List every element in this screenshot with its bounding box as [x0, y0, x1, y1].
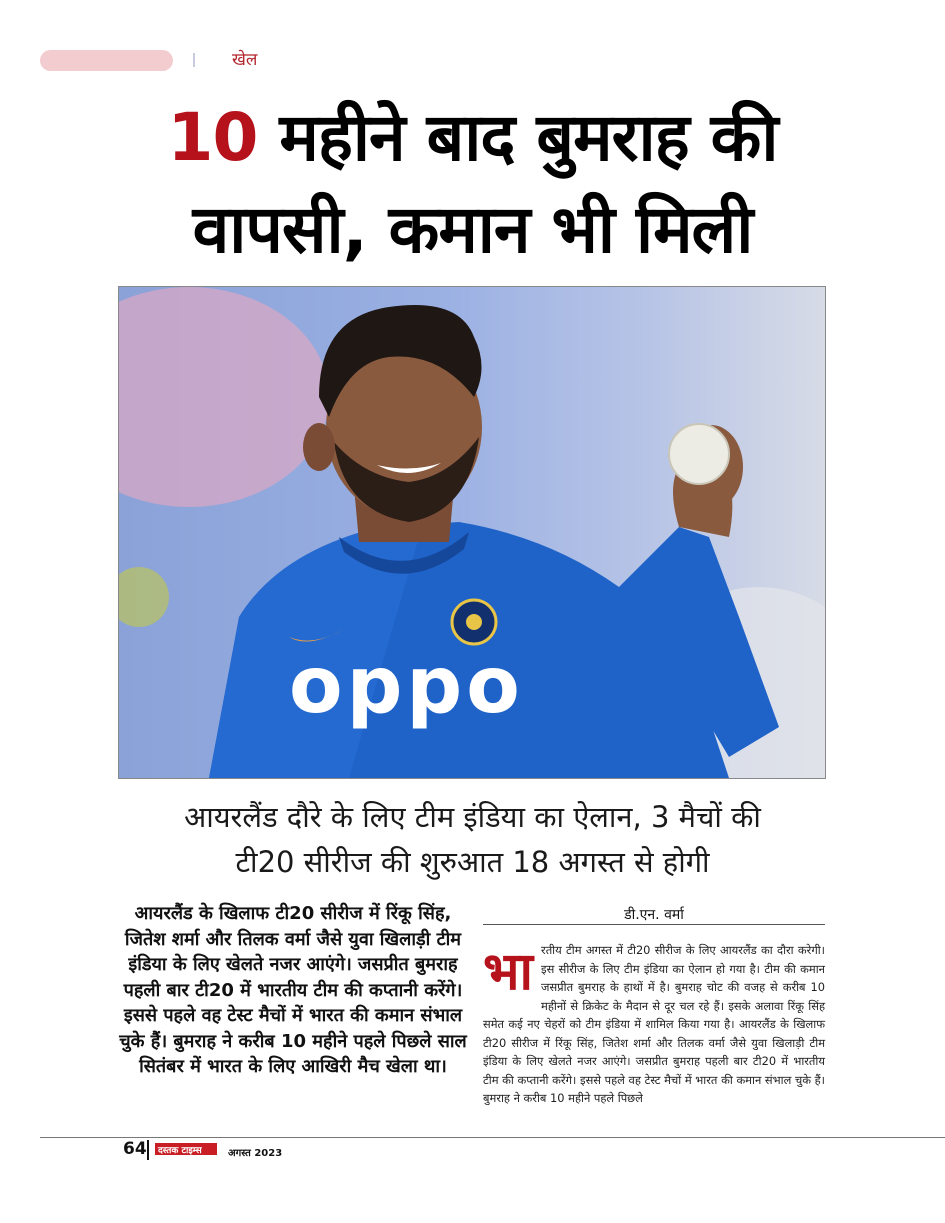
pull-quote: आयरलैंड के खिलाफ टी20 सीरीज में रिंकू सिंह, जितेश शर्मा और तिलक वर्मा जैसे युवा खिलाड़ी टीम इंडिया के लिए खेलते नजर आएंगे। जसप्रीत बुमराह पहली बार टी20 में भारतीय टीम की कप्तानी करेंगे। इससे पहले वह टेस्ट मैचों में भारत की कमान संभाल चुके हैं। बुमराह ने करीब 10 महीने पहले पिछले साल सितंबर में भारत के लिए आखिरी मैच खेला था।	[119, 903, 467, 1077]
section-divider	[193, 53, 195, 67]
section-pill-decoration	[40, 50, 173, 71]
article-photo	[118, 286, 826, 779]
player-illustration	[119, 287, 825, 778]
publication-logo	[155, 1143, 217, 1155]
article-text: रतीय टीम अगस्त में टी20 सीरीज के लिए आयरलैंड का दौरा करेगी। इस सीरीज के लिए टीम इंडिया का ऐलान हो गया है। टीम की कमान जसप्रीत बुमराह के हाथों में है। बुमराह चोट की वजह से करीब 10 महीनों से क्रिकेट के मैदान से दूर चल रहे हैं। इसके अलावा रिंकू सिंह समेत कई नए चेहरों को टीम इंडिया में शामिल किया गया है। आयरलैंड के खिलाफ टी20 सीरीज में रिंकू सिंह, जितेश शर्मा और तिलक वर्मा जैसे युवा खिलाड़ी टीम इंडिया के लिए खेलते नजर आएंगे। जसप्रीत बुमराह पहली बार टी20 में भारतीय टीम की कप्तानी करेंगे। इससे पहले वह टेस्ट मैचों में भारत की कमान संभाल चुके हैं। बुमराह ने करीब 10 महीने पहले पिछले	[483, 943, 825, 1105]
subheadline-line-2: टी20 सीरीज की शुरुआत 18 अगस्त से होगी	[235, 845, 710, 879]
headline-number: 10	[167, 99, 258, 176]
headline-line-2: वापसी, कमान भी मिली	[192, 191, 753, 268]
headline	[60, 92, 885, 276]
article-body	[483, 941, 825, 1108]
jersey-sponsor-text: oppo	[289, 641, 524, 731]
footer-divider	[147, 1140, 149, 1160]
headline-line-1-text: महीने बाद बुमराह की	[257, 99, 778, 176]
page-number: 64	[123, 1139, 147, 1159]
byline: डी.एन. वर्मा	[624, 907, 684, 923]
footer-rule	[40, 1137, 945, 1138]
cricket-ball-icon	[669, 424, 729, 484]
headline-line-1	[60, 92, 885, 184]
byline-rule	[483, 924, 825, 925]
issue-month: अगस्त 2023	[228, 1148, 283, 1159]
section-label: खेल	[232, 50, 258, 70]
subheadline	[120, 795, 825, 885]
drop-cap: भा	[483, 942, 534, 1002]
publication-logo-text: दस्तक टाइम्स	[158, 1146, 202, 1155]
subheadline-line-1: आयरलैंड दौरे के लिए टीम इंडिया का ऐलान, 3 मैचों की	[184, 800, 761, 834]
